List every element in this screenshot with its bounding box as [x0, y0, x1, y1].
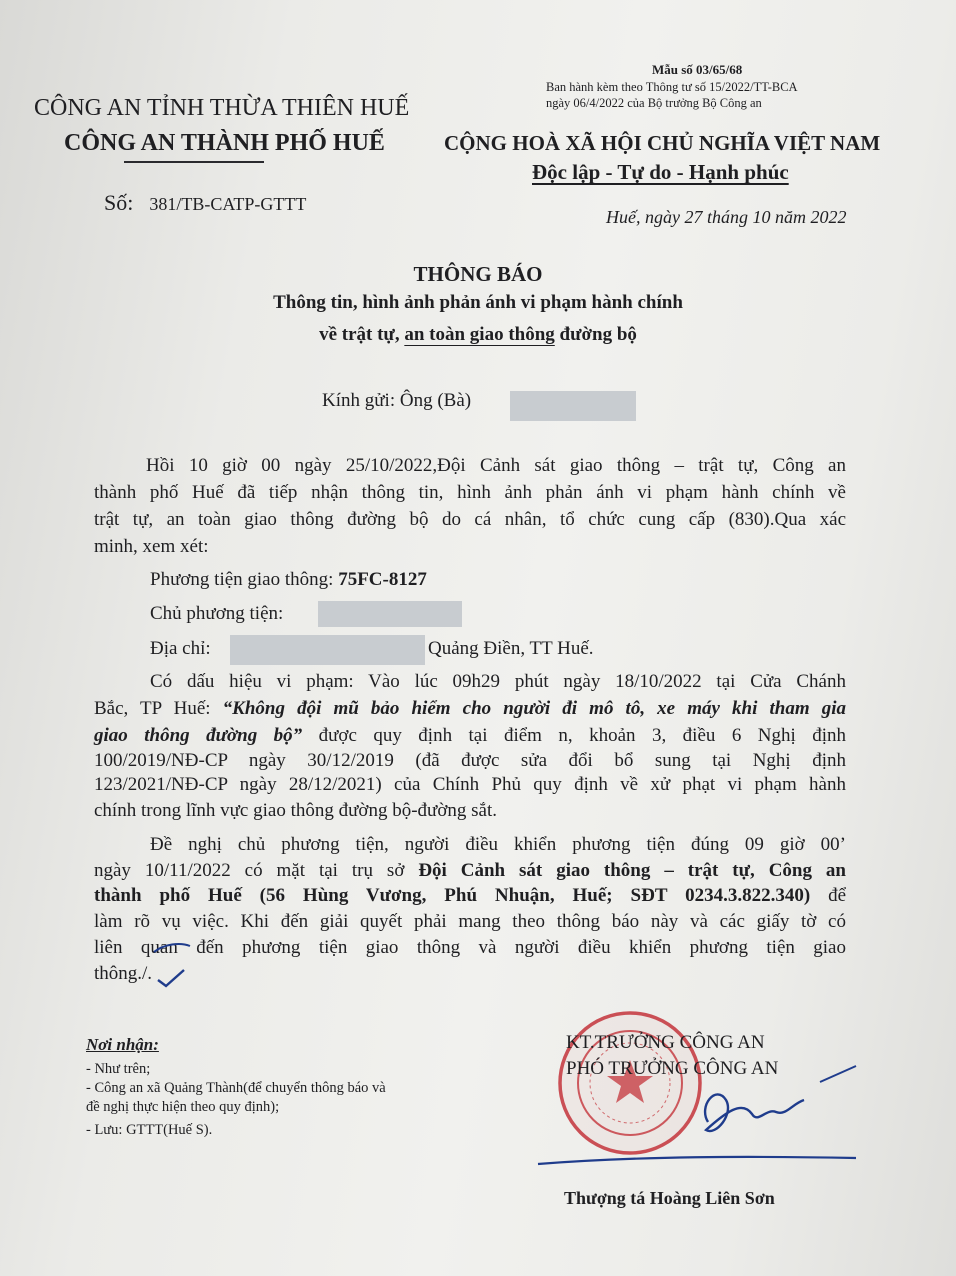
- redacted-recipient-name: [510, 391, 636, 421]
- form-number: Mẫu số 03/65/68: [652, 62, 743, 77]
- subtitle-part-a: về trật tự,: [319, 324, 405, 345]
- p2-l2-part-a: Bắc, TP Huế:: [94, 698, 223, 719]
- greeting: Kính gửi: Ông (Bà): [322, 390, 472, 411]
- paragraph-3-line-6: thông./.: [94, 963, 153, 984]
- paragraph-2-line-2: [94, 698, 846, 720]
- p2-l2-part-b: “Không đội mũ bảo hiểm cho người đi mô tô, xe máy khi tham gia: [222, 698, 846, 719]
- document-number-label: Số:: [104, 190, 134, 215]
- handwritten-signature-icon: [530, 1060, 860, 1170]
- paragraph-3-line-1: Đề nghị chủ phương tiện, người điều khiển phương tiện đúng 09 giờ 00’: [150, 834, 846, 855]
- p3-l3-part-a: thành phố Huế (56 Hùng Vương, Phú Nhuận, Huế; SĐT 0234.3.822.340): [94, 885, 811, 906]
- document-subtitle-2: [0, 324, 956, 346]
- recipient-item: - Công an xã Quảng Thành(để chuyển thông báo và: [86, 1080, 386, 1096]
- country-name: CỘNG HOÀ XÃ HỘI CHỦ NGHĨA VIỆT NAM: [444, 131, 881, 155]
- recipients-title: Nơi nhận:: [86, 1035, 159, 1054]
- document-date: Huế, ngày 27 tháng 10 năm 2022: [606, 207, 847, 227]
- paragraph-3-line-3: [94, 885, 846, 907]
- paragraph-1-line-1: Hồi 10 giờ 00 ngày 25/10/2022,Đội Cảnh sát giao thông – trật tự, Công an: [146, 455, 846, 476]
- p2-l3-part-b: được quy định tại điểm n, khoản 3, điều 6 Nghị định: [302, 725, 846, 746]
- document-subtitle-1: Thông tin, hình ảnh phản ánh vi phạm hành chính: [273, 292, 683, 313]
- agency-parent: CÔNG AN TỈNH THỪA THIÊN HUẾ: [34, 95, 410, 121]
- vehicle-line: [150, 569, 427, 591]
- p3-l3-part-b: để: [810, 885, 847, 906]
- paragraph-2-line-6: chính trong lĩnh vực giao thông đường bộ-đường sắt.: [94, 800, 497, 821]
- agency-name-text: CÔNG AN THÀNH PHỐ HUẾ: [64, 130, 385, 156]
- owner-label: Chủ phương tiện:: [150, 603, 284, 624]
- paragraph-2-line-3: [94, 725, 846, 747]
- recipient-item: đề nghị thực hiện theo quy định);: [86, 1099, 280, 1115]
- form-note-line-1: Ban hành kèm theo Thông tư số 15/2022/TT-BCA: [546, 80, 798, 94]
- vehicle-label: Phương tiện giao thông:: [150, 569, 339, 590]
- paragraph-3-line-4: làm rõ vụ việc. Khi đến giải quyết phải mang theo thông báo này và các giấy tờ có: [94, 911, 846, 932]
- handwritten-check-mark: [150, 934, 210, 990]
- recipient-item: - Như trên;: [86, 1061, 151, 1077]
- subtitle-part-c: đường bộ: [554, 324, 637, 345]
- p3-l2-part-a: ngày 10/11/2022 có mặt tại trụ sở: [94, 860, 419, 881]
- paragraph-2-line-4: 100/2019/NĐ-CP ngày 30/12/2019 (đã được sửa đổi bổ sung tại Nghị định: [94, 750, 846, 771]
- subtitle-part-b: an toàn giao thông: [404, 324, 555, 345]
- paragraph-1-line-4: minh, xem xét:: [94, 536, 209, 557]
- redacted-address: [230, 635, 425, 665]
- recipient-item: - Lưu: GTTT(Huế S).: [86, 1122, 213, 1138]
- signature-title-line-2: PHÓ TRƯỞNG CÔNG AN: [566, 1058, 779, 1079]
- paragraph-1-line-3: trật tự, an toàn giao thông đường bộ do cá nhân, tổ chức cung cấp (830).Qua xác: [94, 509, 846, 530]
- document-title: THÔNG BÁO: [413, 262, 543, 286]
- paragraph-1-line-2: thành phố Huế đã tiếp nhận thông tin, hình ảnh phản ánh vi phạm hành chính về: [94, 482, 846, 503]
- address-label: Địa chỉ:: [150, 638, 211, 659]
- document-number: [104, 190, 306, 216]
- paragraph-3-line-5: liên quan đến phương tiện giao thông và người điều khiển phương tiện giao: [94, 937, 846, 958]
- national-motto: Độc lập - Tự do - Hạnh phúc: [532, 160, 789, 184]
- paragraph-3-line-2: [94, 860, 846, 882]
- agency-name: [64, 130, 385, 157]
- redacted-owner-name: [318, 601, 462, 627]
- document-number-value: 381/TB-CATP-GTTT: [149, 194, 307, 214]
- p3-l2-part-b: Đội Cảnh sát giao thông – trật tự, Công an: [418, 860, 846, 881]
- vehicle-plate: 75FC-8127: [338, 569, 427, 590]
- signer-name: Thượng tá Hoàng Liên Sơn: [564, 1188, 775, 1208]
- form-note-line-2: ngày 06/4/2022 của Bộ trưởng Bộ Công an: [546, 96, 762, 110]
- address-tail: Quảng Điền, TT Huế.: [428, 638, 594, 659]
- paragraph-2-line-1: Có dấu hiệu vi phạm: Vào lúc 09h29 phút ngày 18/10/2022 tại Cửa Chánh: [150, 671, 846, 692]
- signature-title-line-1: KT.TRƯỞNG CÔNG AN: [566, 1032, 765, 1053]
- p2-l3-part-a: giao thông đường bộ”: [94, 725, 303, 746]
- agency-underline: [124, 161, 264, 163]
- paragraph-2-line-5: 123/2021/NĐ-CP ngày 28/12/2021) của Chính Phủ quy định về xử phạt vi phạm hành: [94, 774, 846, 795]
